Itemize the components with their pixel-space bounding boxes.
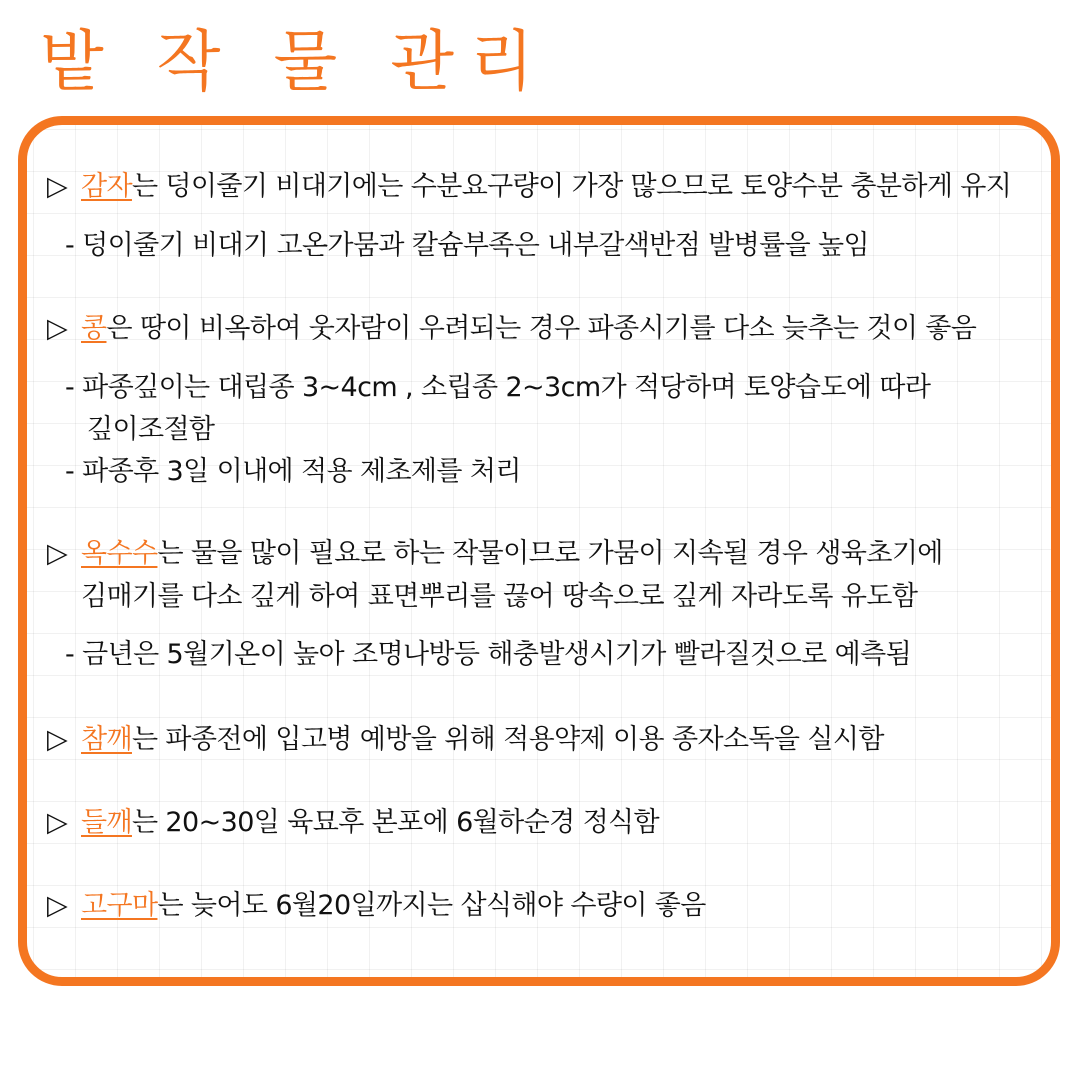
- triangle-bullet-icon: ▷: [47, 538, 68, 569]
- item-potato: [47, 170, 1011, 204]
- item-text: 는 물을 많이 필요로 하는 작물이므로 가뭄이 지속될 경우 생육초기에: [157, 538, 943, 569]
- item-text: 는 늦어도 6월20일까지는 삽식해야 수량이 좋음: [157, 890, 706, 921]
- triangle-bullet-icon: ▷: [47, 890, 68, 921]
- crop-name-perilla: 들깨: [81, 807, 132, 838]
- triangle-bullet-icon: ▷: [47, 171, 68, 202]
- item-corn-continued: 김매기를 다소 깊게 하여 표면뿌리를 끊어 땅속으로 깊게 자라도록 유도함: [81, 581, 918, 612]
- item-text: 는 파종전에 입고병 예방을 위해 적용약제 이용 종자소독을 실시함: [131, 724, 884, 755]
- item-corn: [47, 537, 943, 571]
- content-card: [18, 116, 1060, 986]
- triangle-bullet-icon: ▷: [47, 313, 68, 344]
- note-soybean-1-line-2: 깊이조절함: [87, 414, 215, 445]
- crop-name-sweet-potato: 고구마: [81, 890, 158, 921]
- note-soybean-1-line-1: - 파종깊이는 대립종 3~4cm , 소립종 2~3cm가 적당하며 토양습도에 따라: [65, 372, 931, 403]
- crop-name-potato: 감자: [81, 171, 132, 202]
- item-soybean: [47, 312, 976, 346]
- triangle-bullet-icon: ▷: [47, 807, 68, 838]
- crop-name-soybean: 콩: [81, 313, 107, 344]
- triangle-bullet-icon: ▷: [47, 724, 68, 755]
- item-sesame: [47, 723, 884, 757]
- item-text: 는 20~30일 육묘후 본포에 6월하순경 정식함: [131, 807, 660, 838]
- crop-name-sesame: 참깨: [81, 724, 132, 755]
- item-text: 은 땅이 비옥하여 웃자람이 우려되는 경우 파종시기를 다소 늦추는 것이 좋음: [106, 313, 977, 344]
- item-text: 는 덩이줄기 비대기에는 수분요구량이 가장 많으므로 토양수분 충분하게 유지: [131, 171, 1012, 202]
- item-perilla: [47, 806, 659, 840]
- page-title: 밭 작 물 관리: [40, 23, 550, 100]
- crop-name-corn: 옥수수: [81, 538, 158, 569]
- note-corn-1: - 금년은 5월기온이 높아 조명나방등 해충발생시기가 빨라질것으로 예측됨: [65, 639, 912, 670]
- note-potato-1: - 덩이줄기 비대기 고온가뭄과 칼슘부족은 내부갈색반점 발병률을 높임: [65, 230, 869, 261]
- item-sweet-potato: [47, 889, 706, 923]
- note-soybean-2: - 파종후 3일 이내에 적용 제초제를 처리: [65, 456, 521, 487]
